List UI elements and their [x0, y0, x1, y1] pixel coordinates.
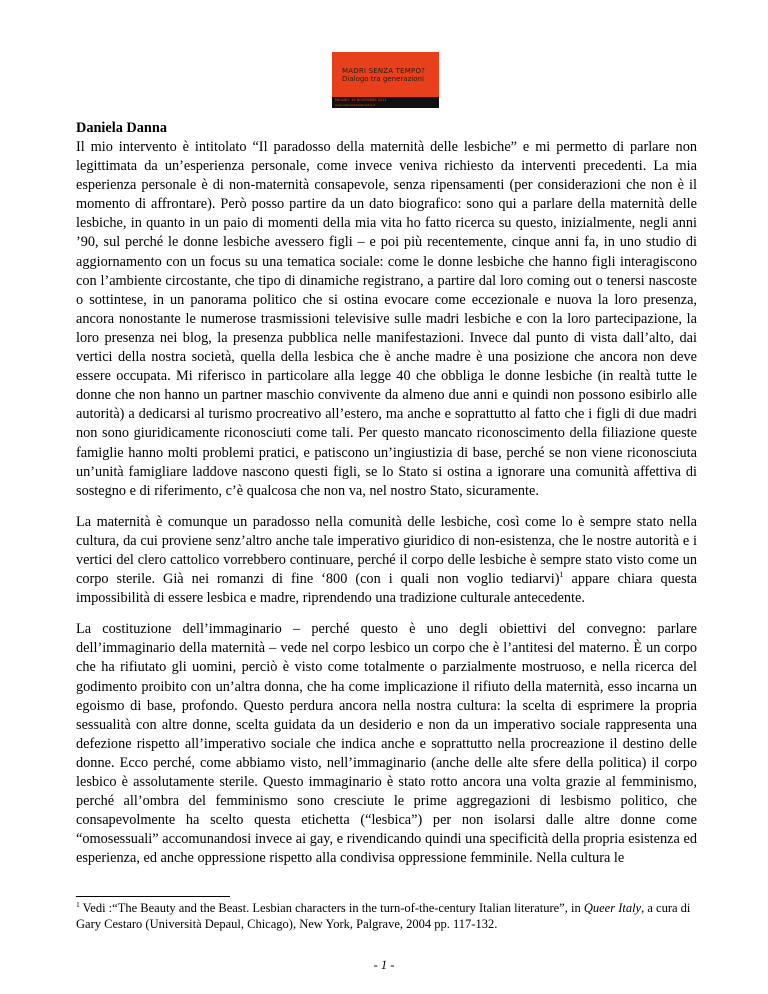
paragraph-2 [76, 513, 697, 608]
conference-logo [332, 52, 439, 108]
footnote-reference[interactable]: 1 [559, 570, 564, 580]
page-number: - 1 - [373, 958, 395, 972]
logo-title: MADRI SENZA TEMPO? [342, 67, 426, 75]
logo-date: MILANO, 19 NOVEMBRE 2011 [335, 98, 387, 102]
footnote-text-a: Vedi :“The Beauty and the Beast. Lesbian characters in the turn-of-the-century Italian literature”, in [79, 901, 584, 915]
footnote [76, 900, 697, 932]
logo-subtitle: Dialogo tra generazioni [342, 75, 424, 83]
footnote-mark: 1 [76, 899, 80, 909]
logo-black-strip [332, 97, 439, 108]
footnote-separator [76, 896, 230, 897]
footnote-title-italic: Queer Italy [583, 901, 642, 915]
paragraph-2-text-b: appare chiara questa impossibilità di essere lesbica e madre, riprendendo una tradizione culturale antecedente. [76, 571, 697, 607]
paragraph-3: La costituzione dell’immaginario – perché questo è uno degli obiettivi del convegno: parlare dell’immaginario della maternità – vede nel corpo lesbico un corpo che è l’antitesi del materno. È un corpo che ha rifiutato gli uomini, perciò è visto come totalmente o parzialmente mostruoso, e nella ricerca del godimento proibito con un’altra donna, che ha come implicazione il rifiuto della maternità, esso incarna un egoismo di base, profondo. Questo perdura ancora nella nostra cultura: la scelta di esprimere la propria sessualità con altre donne, scelta guidata da un desiderio e non da un imperativo sociale rappresenta una defezione rispetto all’imperativo sociale che indica anche e soprattutto nella procreazione il destino delle donne. Ecco perché, come abbiamo visto, nell’immaginario (anche delle alte sfere della politica) il corpo lesbico è assolutamente sterile. Questo immaginario è stato rotto ancora una volta grazie al femminismo, perché all’ombra del femminismo sono cresciute le prime aggregazioni di lesbismo politico, che consapevolmente ha scelto questa etichetta (“lesbica”) per non isolarsi dalle altre donne come “omosessuali” accomunandosi invece ai gay, e rivendicando quindi una specificità della propria esistenza ed esperienza, ed anche oppressione rispetto alla condivisa oppressione femminile. Nella cultura le [76, 621, 697, 867]
footnote-text-b: , a cura di Gary Cestaro (Università Depaul, Chicago), New York, Palgrave, 2004 pp. 117-132. [76, 901, 691, 931]
logo-orange-block [332, 52, 439, 97]
paragraph-2-text-a: La maternità è comunque un paradosso nella comunità delle lesbiche, così come lo è sempre stato nella cultura, da cui proviene senz’altro anche tale imperativo giuridico di non-esistenza, che le nostre autorità e i vertici del clero cattolico vorrebbero continuare, perché il corpo delle lesbiche è sempre stato visto come un corpo sterile. Già nei romanzi di fine ‘800 (con i quali non voglio tediarvi) [76, 513, 697, 588]
document-body [76, 119, 697, 880]
paragraph-1: Il mio intervento è intitolato “Il paradosso della maternità delle lesbiche” e mi permetto di parlare non legittimata da un’esperienza personale, come invece veniva richiesto da interventi precedenti. La mia esperienza personale è di non-maternità consapevole, senza ripensamenti (per considerazioni che non è il momento di affrontare). Però posso partire da un dato biografico: sono qui a parlare della maternità delle lesbiche, in quanto in un paio di momenti della mia vita ho fatto ricerca su questo, inizialmente, negli anni ’90, sul perché le donne lesbiche avessero figli – e poi più recentemente, cinque anni fa, in uno studio di aggiornamento con un focus su una tematica sociale: come le donne lesbiche che hanno figli interagiscono con l’ambiente circostante, che tipo di dinamiche registrano, a partire dal loro coming out o tenersi nascoste o sottintese, in un panorama politico che si ostina evocare come eccezionale e nuova la loro presenza, ancora nonostante le numerose trasmissioni televisive sulle madri lesbiche e con la loro partecipazione, la loro presenza nei blog, la presenza pubblica nelle manifestazioni. Invece dal punto di vista dall’alto, dai vertici della nostra società, quella della lesbica che è anche madre è una posizione che ancora non deve essere occupata. Mi riferisco in particolare alla legge 40 che obbliga le donne lesbiche (in realtà tutte le donne che non hanno un partner maschio convivente da almeno due anni e quindi non possono esibirlo alle autorità) a dedicarsi al turismo procreativo all’estero, ma anche e soprattutto al fatto che i figli di due madri non sono giuridicamente riconosciuti come tali. Per questo mancato riconoscimento della filiazione queste famiglie hanno molti problemi pratici, e patiscono un’ingiustizia di base, perché se non viene riconosciuta un’unità famigliare laddove nascono questi figli, se lo Stato si ostina a ignorare una comunità affettiva di sostegno e di riferimento, c’è qualcosa che non va, nel nostro Stato, sicuramente. [76, 139, 697, 499]
logo-website: www.lastradadellamadre.it [335, 103, 376, 107]
author-name: Daniela Danna [76, 120, 167, 136]
